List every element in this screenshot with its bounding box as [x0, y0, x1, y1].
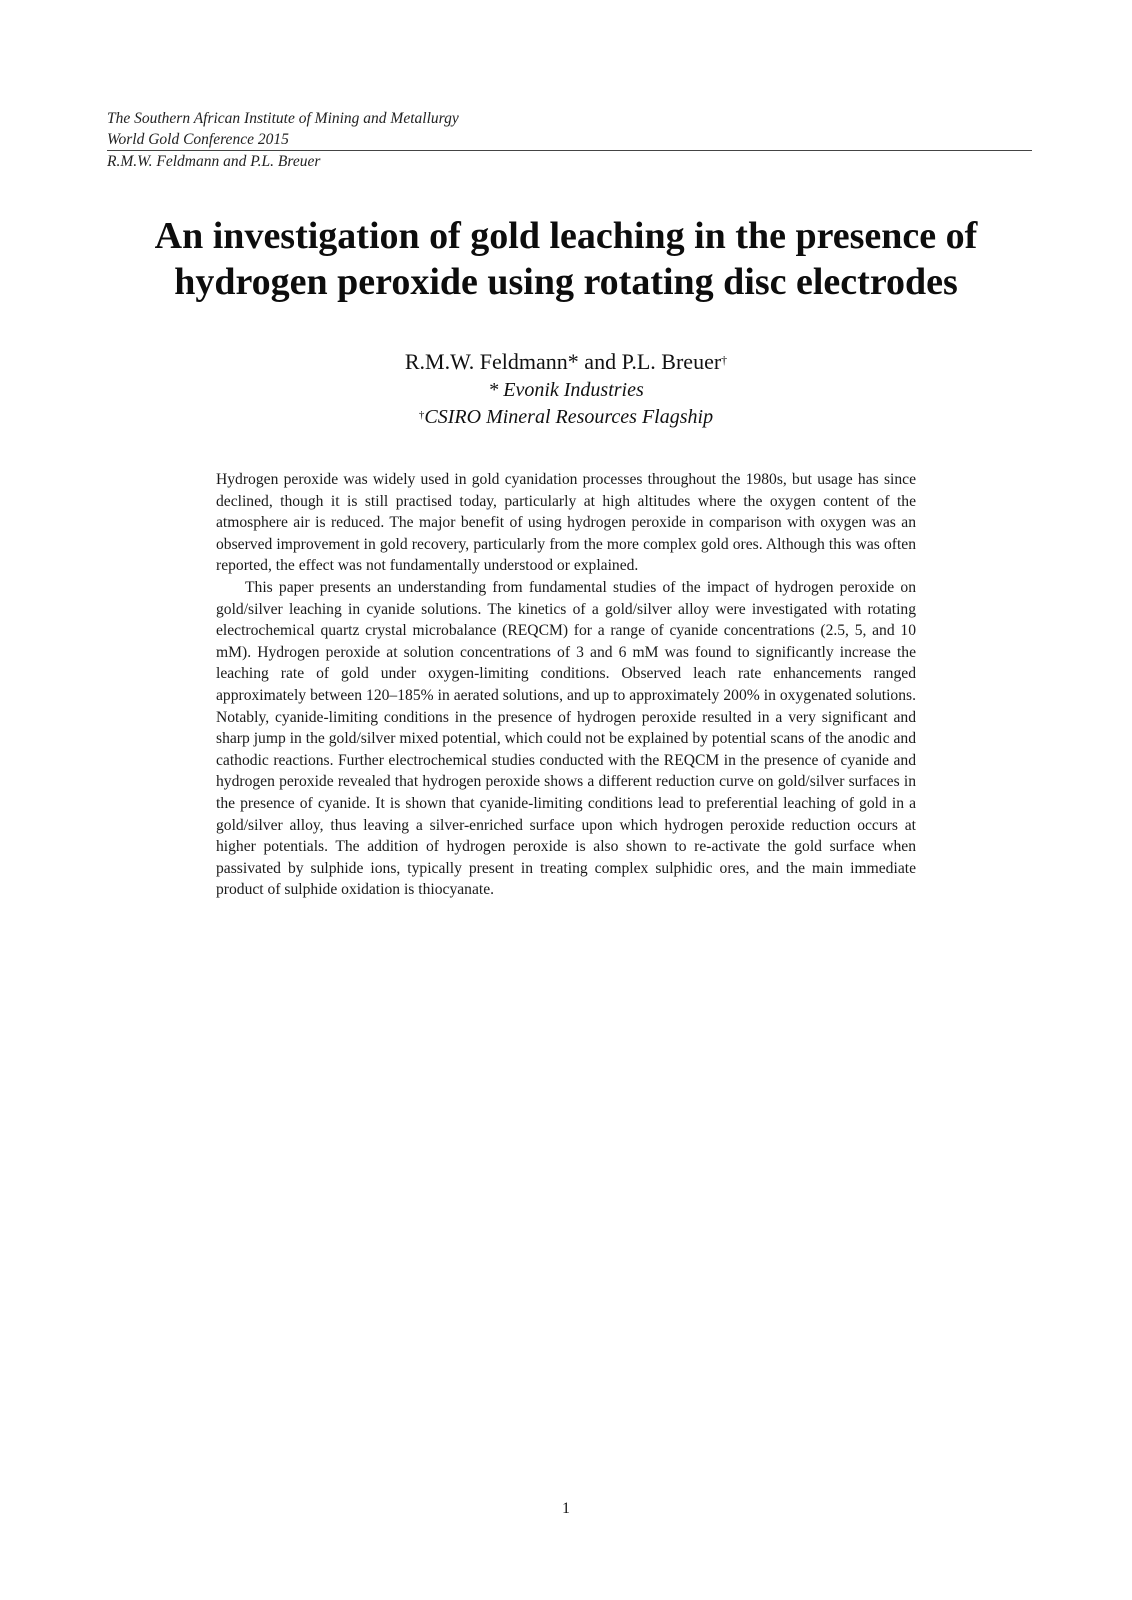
abstract — [216, 469, 916, 901]
page-number: 1 — [562, 1500, 570, 1517]
abstract-paragraph-2: This paper presents an understanding from fundamental studies of the impact of hydrogen peroxide on gold/silver leaching in cyanide solutions. The kinetics of a gold/silver alloy were investigated with rotating electrochemical quartz crystal microbalance (REQCM) for a range of cyanide concentrations (2.5, 5, and 10 mM). Hydrogen peroxide at solution concentrations of 3 and 6 mM was found to significantly increase the leaching rate of gold under oxygen-limiting conditions. Observed leach rate enhancements ranged approximately between 120–185% in aerated solutions, and up to approximately 200% in oxygenated solutions. Notably, cyanide-limiting conditions in the presence of hydrogen peroxide resulted in a very significant and sharp jump in the gold/silver mixed potential, which could not be explained by potential scans of the anodic and cathodic reactions. Further electrochemical studies conducted with the REQCM in the presence of cyanide and hydrogen peroxide revealed that hydrogen peroxide shows a different reduction curve on gold/silver surfaces in the presence of cyanide. It is shown that cyanide-limiting conditions lead to preferential leaching of gold in a gold/silver alloy, thus leaving a silver-enriched surface upon which hydrogen peroxide reduction occurs at higher potentials. The addition of hydrogen peroxide is also shown to re-activate the gold surface when passivated by sulphide ions, typically present in treating complex sulphidic ores, and the main immediate product of sulphide oxidation is thiocyanate. — [216, 578, 916, 899]
header-institute: The Southern African Institute of Mining and Metallurgy — [107, 110, 459, 127]
affiliation-dagger-mark: † — [418, 409, 425, 421]
running-header — [107, 108, 1032, 172]
dagger-mark: † — [721, 353, 728, 367]
author-line — [100, 348, 1032, 376]
header-authors: R.M.W. Feldmann and P.L. Breuer — [107, 153, 321, 170]
author-names: R.M.W. Feldmann* and P.L. Breuer — [404, 349, 722, 374]
header-conference: World Gold Conference 2015 — [107, 129, 1032, 151]
affiliation-csiro-text: CSIRO Mineral Resources Flagship — [424, 406, 714, 428]
paper-title — [100, 213, 1032, 305]
abstract-paragraph-1: Hydrogen peroxide was widely used in gold cyanidation processes throughout the 1980s, but usage has since declined, though it is still practised today, particularly at high altitudes where the oxygen content of the atmosphere air is reduced. The major benefit of using hydrogen peroxide in comparison with oxygen was an observed improvement in gold recovery, particularly from the more complex gold ores. Although this was often reported, the effect was not fundamentally understood or explained. — [216, 471, 916, 575]
title-line-2: hydrogen peroxide using rotating disc electrodes — [174, 261, 958, 303]
affiliation-evonik: * Evonik Industries — [488, 379, 644, 401]
title-line-1: An investigation of gold leaching in the presence of — [154, 215, 978, 257]
affiliation-csiro — [100, 404, 1032, 430]
